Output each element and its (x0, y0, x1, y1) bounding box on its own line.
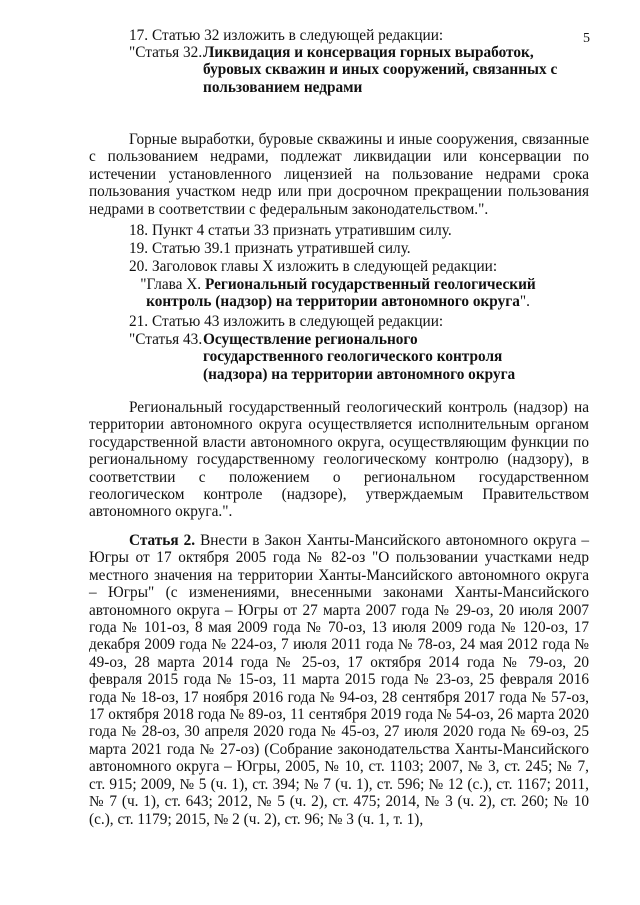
chapter-10-title: Региональный государственный геологический контроль (надзор) на территории автономного округа (146, 276, 536, 311)
item-20: 20. Заголовок главы X изложить в следующей редакции: (129, 258, 498, 275)
chapter-10-label: "Глава X. (140, 276, 202, 293)
article-2-label: Статья 2. (129, 532, 196, 549)
article-32-label: "Статья 32. (129, 44, 203, 61)
article-2 (89, 532, 589, 828)
article-2-body: Внести в Закон Ханты-Мансийского автономного округа – Югры от 17 октября 2005 года № 82-оз "О пользовании участками недр местного значения на территории Ханты-Мансийского автономного округа – Югры" (с изменениями, внесенными законами Ханты-Мансийского автономного округа – Югры от 27 марта 2007 года № 29-оз, 20 июля 2007 года № 101-оз, 8 мая 2009 года № 70-оз, 13 июля 2009 года № 120-оз, 17 декабря 2009 года № 224-оз, 7 июля 2011 года № 78-оз, 24 мая 2012 года № 49-оз, 28 марта 2014 года № 25-оз, 17 октября 2014 года № 79-оз, 20 февраля 2015 года № 15-оз, 11 марта 2015 года № 23-оз, 25 февраля 2016 года № 18-оз, 17 ноября 2016 года № 94-оз, 28 сентября 2017 года № 57-оз, 17 октября 2018 года № 89-оз, 11 сентября 2019 года № 54-оз, 26 марта 2020 года № 28-оз, 30 апреля 2020 года № 45-оз, 27 июля 2020 года № 69-оз, 25 марта 2021 года № 27-оз) (Собрание законодательства Ханты-Мансийского автономного округа – Югры, 2005, № 10, ст. 1103; 2007, № 3, ст. 245; № 7, ст. 915; 2009, № 5 (ч. 1), ст. 394; № 7 (ч. 1), ст. 596; № 12 (с.), ст. 1167; 2011, № 7 (ч. 1), ст. 643; 2012, № 5 (ч. 2), ст. 475; 2014, № 3 (ч. 2), ст. 260; № 10 (с.), ст. 1179; 2015, № 2 (ч. 2), ст. 96; № 3 (ч. 1, т. 1), (89, 532, 589, 828)
chapter-10-heading (118, 276, 558, 311)
article-32-heading (129, 44, 589, 96)
article-43-body: Региональный государственный геологический контроль (надзор) на территории автономного округа осуществляется исполнительным органом государственной власти автономного округа, осуществляющим функции по региональному государственному геологическому контролю (надзору), в соответствии с положением о региональном государственном геологическом контроле (надзоре), утверждаемым Правительством автономного округа.". (89, 399, 589, 521)
article-43-label: "Статья 43. (129, 331, 203, 348)
item-17: 17. Статью 32 изложить в следующей редакции: (129, 27, 444, 44)
item-21: 21. Статью 43 изложить в следующей редакции: (129, 313, 444, 330)
item-19: 19. Статью 39.1 признать утратившей силу. (129, 240, 411, 257)
page-number: 5 (583, 31, 590, 46)
article-32-body: Горные выработки, буровые скважины и иные сооружения, связанные с пользованием недрами, подлежат ликвидации или консервации по истечении установленного лицензией на пользование недрами срока пользования участком недр или при досрочном прекращении пользования недрами в соответствии с федеральным законодательством.". (89, 131, 589, 218)
article-43-heading (129, 331, 589, 383)
chapter-10-end: ". (519, 293, 530, 311)
item-18: 18. Пункт 4 статьи 33 признать утратившим силу. (129, 222, 452, 239)
article-32-title: Ликвидация и консервация горных выработок, буровых скважин и иных сооружений, связанных с пользованием недрами (203, 44, 558, 96)
article-43-title: Осуществление регионального государственного геологического контроля (надзора) на территории автономного округа (203, 331, 516, 383)
